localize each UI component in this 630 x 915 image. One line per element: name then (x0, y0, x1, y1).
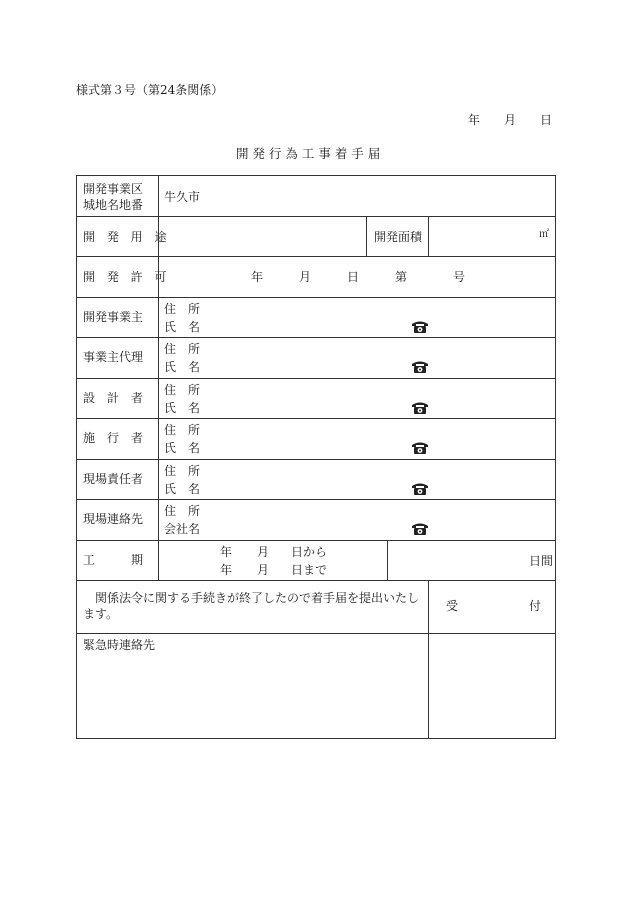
party-name-label: 氏 名 (164, 441, 201, 455)
use-label: 開 発 用 途 (83, 230, 171, 244)
period-to-day: 日まで (291, 563, 328, 577)
party-label: 施 行 者 (83, 431, 144, 445)
area-label: 開発面積 (374, 230, 423, 244)
period-from-day: 日から (291, 545, 328, 559)
party-label: 現場責任者 (83, 472, 144, 486)
party-name-label: 氏 名 (164, 320, 201, 334)
party-address-label: 住 所 (164, 342, 201, 356)
header-month: 月 (504, 113, 517, 127)
form-number: 様式第３号（第24条関係） (76, 83, 224, 97)
page-title: 開 発 行 為 工 事 着 手 届 (236, 146, 381, 161)
party-address-label: 住 所 (164, 383, 201, 397)
statement-line2: ます。 (83, 607, 119, 621)
statement-line1: 関係法令に関する手続きが終了したので着手届を提出いたし (95, 591, 420, 605)
telephone-icon (411, 522, 429, 536)
telephone-icon (411, 320, 429, 334)
party-label: 現場連絡先 (83, 512, 144, 526)
permit-dai: 第 (395, 270, 408, 284)
receipt-label-1: 受 (446, 599, 459, 613)
party-company-label: 会社名 (164, 522, 201, 536)
permit-month: 月 (299, 270, 312, 284)
permit-year: 年 (251, 270, 264, 284)
party-label: 設 計 者 (83, 391, 144, 405)
party-address-label: 住 所 (164, 423, 201, 437)
header-day: 日 (540, 113, 553, 127)
period-from-year: 年 (220, 545, 233, 559)
period-from-month: 月 (257, 545, 270, 559)
party-address-label: 住 所 (164, 302, 201, 316)
area-unit: ㎡ (539, 229, 549, 240)
district-label-line1: 開発事業区 (83, 182, 144, 196)
party-label: 事業主代理 (83, 350, 144, 364)
period-to-month: 月 (257, 563, 270, 577)
telephone-icon (411, 401, 429, 415)
emergency-contact-label: 緊急時連絡先 (83, 638, 156, 652)
period-label: 工 期 (83, 553, 144, 567)
receipt-label-2: 付 (529, 599, 542, 613)
permit-day: 日 (347, 270, 360, 284)
permit-label: 開 発 許 可 (83, 270, 171, 284)
period-days: 日間 (529, 554, 554, 568)
party-address-label: 住 所 (164, 504, 201, 518)
party-address-label: 住 所 (164, 464, 201, 478)
header-year: 年 (468, 113, 481, 127)
application-form (76, 175, 556, 739)
party-label: 開発事業主 (83, 310, 144, 324)
district-label-line2: 城地名地番 (83, 198, 144, 212)
telephone-icon (411, 441, 429, 455)
party-name-label: 氏 名 (164, 401, 201, 415)
party-name-label: 氏 名 (164, 482, 201, 496)
telephone-icon (411, 360, 429, 374)
telephone-icon (411, 482, 429, 496)
party-name-label: 氏 名 (164, 360, 201, 374)
period-to-year: 年 (220, 563, 233, 577)
district-value[interactable]: 牛久市 (164, 190, 201, 204)
permit-go: 号 (453, 270, 466, 284)
